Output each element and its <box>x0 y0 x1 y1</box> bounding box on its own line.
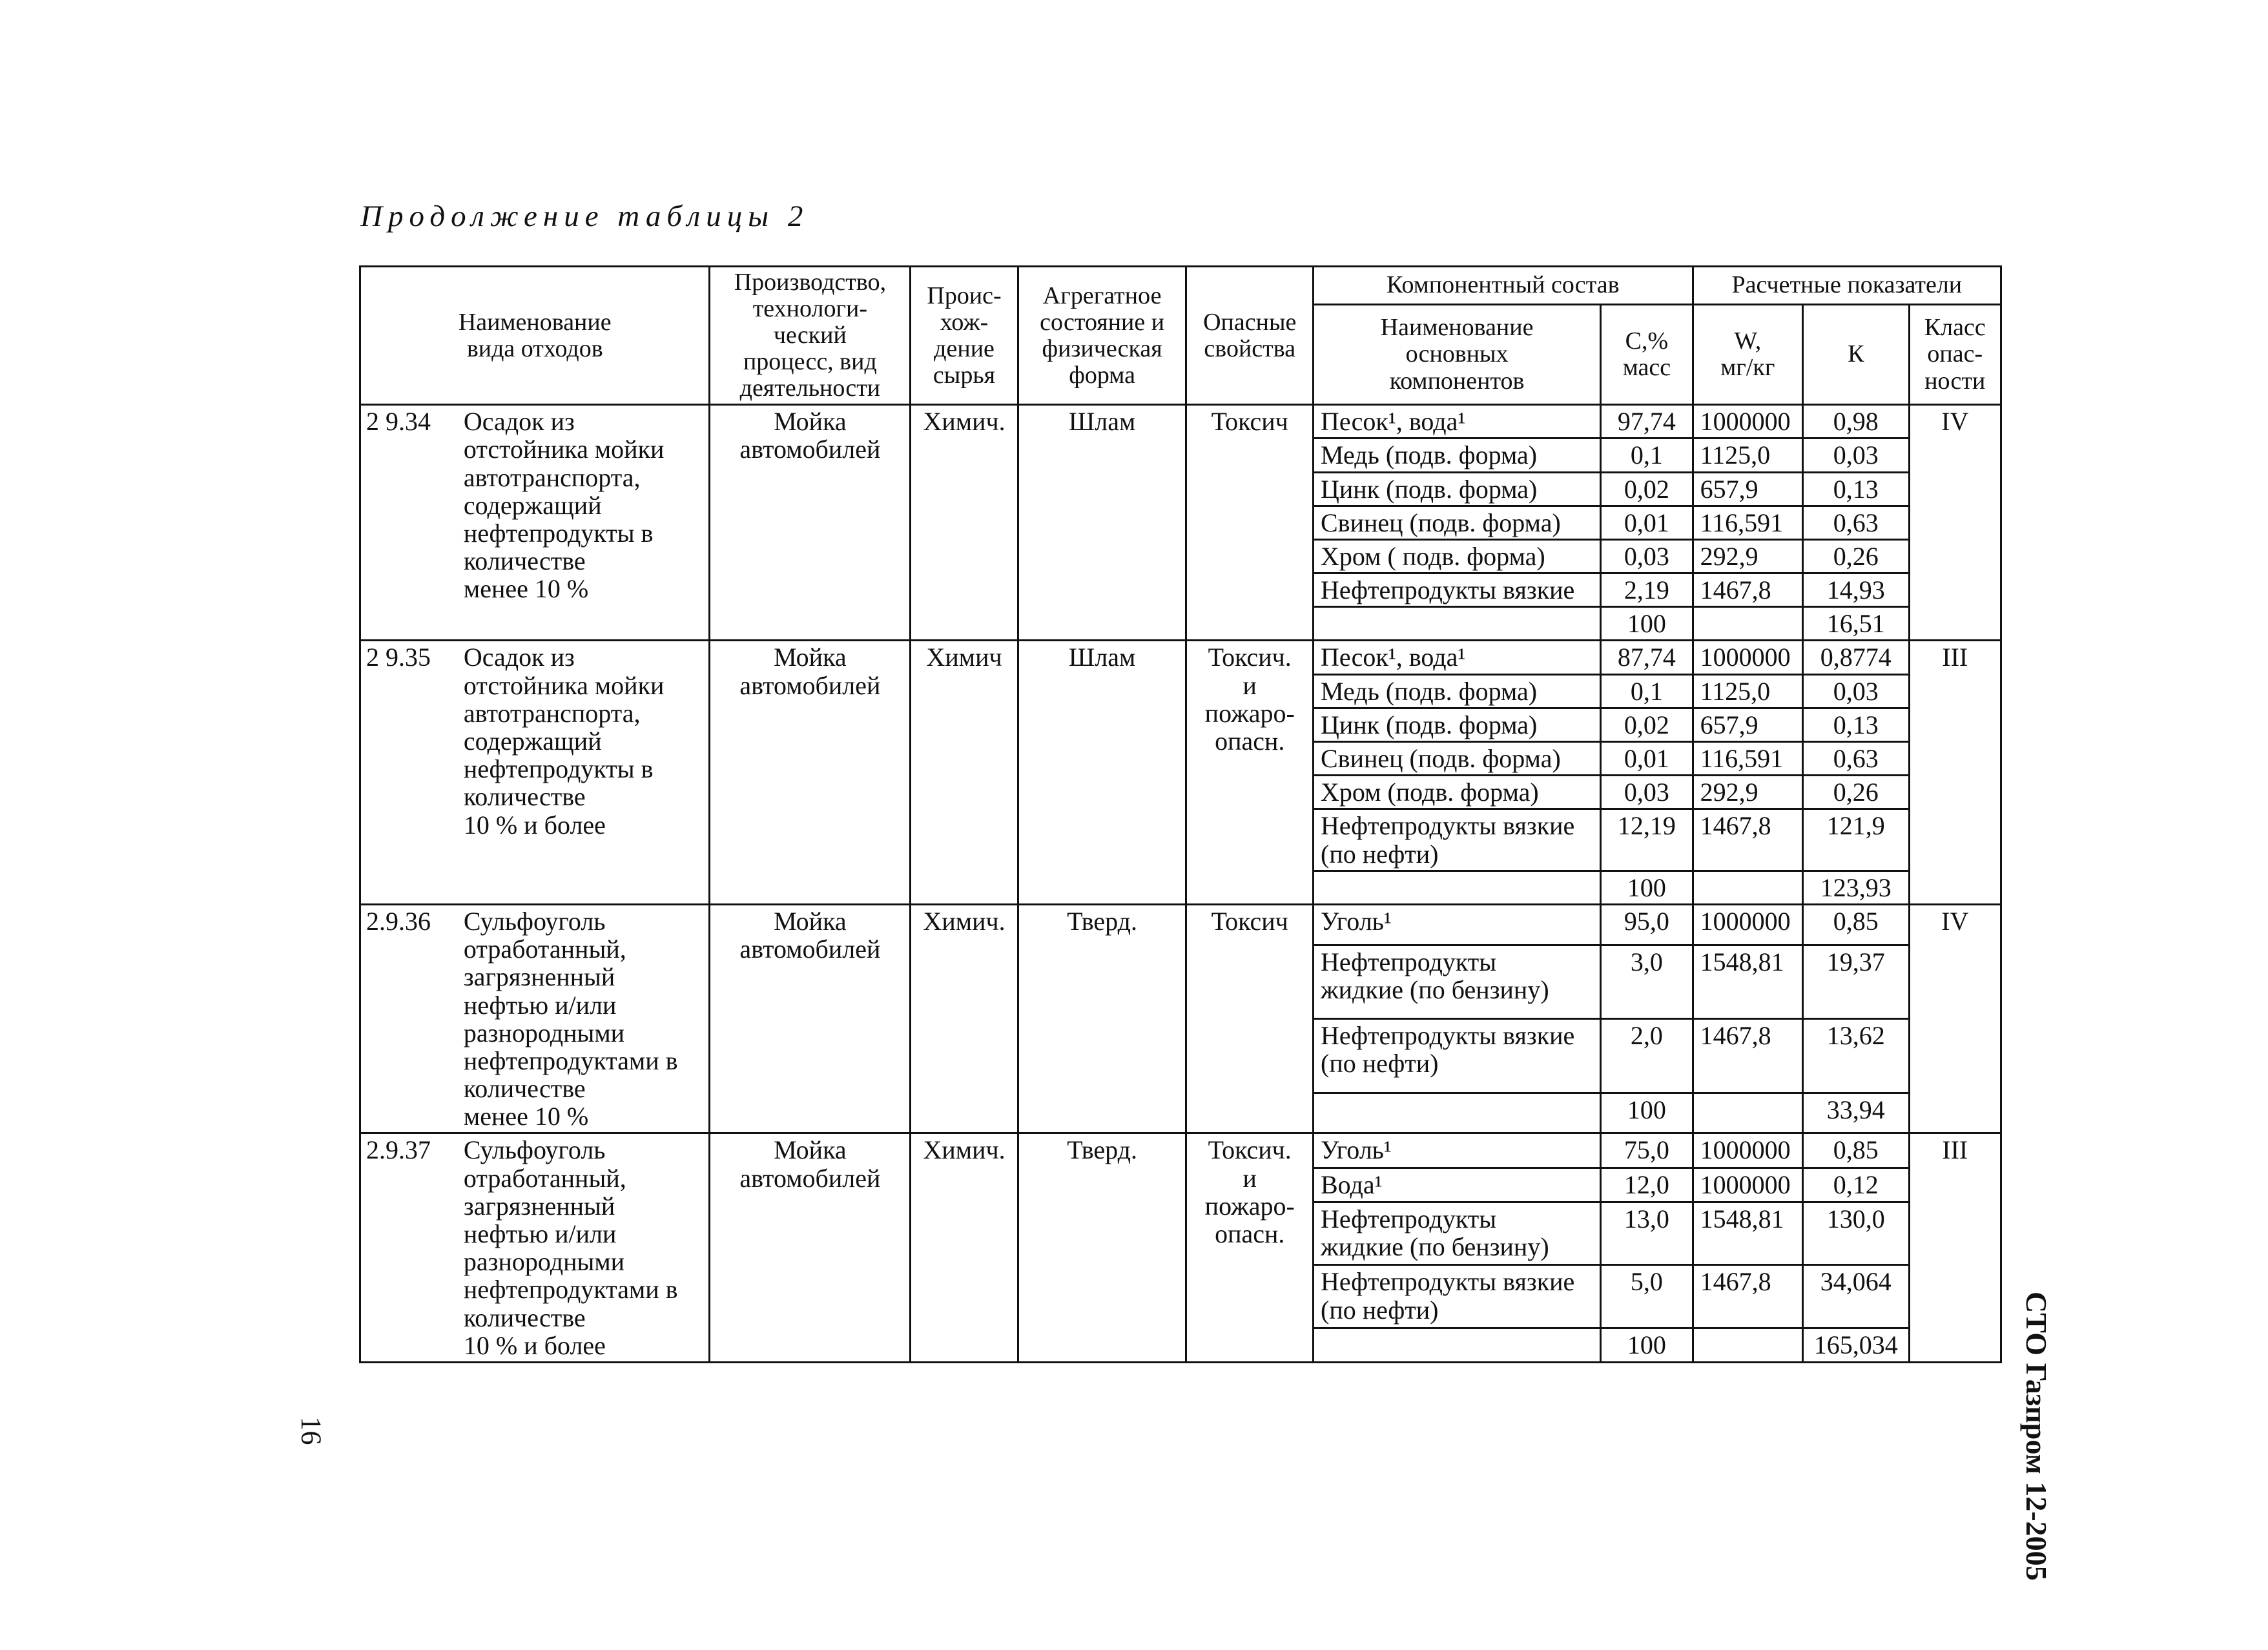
component-c: 13,0 <box>1601 1202 1693 1265</box>
component-name <box>1314 607 1601 641</box>
page-number: 16 <box>295 1416 327 1445</box>
component-c: 100 <box>1601 871 1693 904</box>
component-c: 100 <box>1601 1328 1693 1362</box>
component-k: 0,63 <box>1803 506 1909 539</box>
header-class: Класс опас- ности <box>1909 304 2001 404</box>
waste-state: Шлам <box>1018 641 1186 905</box>
component-k: 19,37 <box>1803 945 1909 1019</box>
header-origin: Проис- хож- дение сырья <box>911 267 1018 405</box>
component-name: Песок¹, вода¹ <box>1314 405 1601 438</box>
waste-hazard: Токсич. и пожаро- опасн. <box>1186 1133 1314 1363</box>
component-name: Свинец (подв. форма) <box>1314 506 1601 539</box>
component-name: Свинец (подв. форма) <box>1314 742 1601 776</box>
component-k: 0,26 <box>1803 776 1909 809</box>
component-w: 1548,81 <box>1693 1202 1802 1265</box>
component-c: 0,01 <box>1601 742 1693 776</box>
component-c: 97,74 <box>1601 405 1693 438</box>
table-row <box>360 1133 2001 1168</box>
component-c: 0,03 <box>1601 776 1693 809</box>
header-state: Агрегатное состояние и физическая форма <box>1018 267 1186 405</box>
waste-process: Мойка автомобилей <box>710 1133 911 1363</box>
component-k: 0,63 <box>1803 742 1909 776</box>
waste-process: Мойка автомобилей <box>710 641 911 905</box>
header-row-1 <box>360 267 2001 305</box>
waste-origin: Химич. <box>911 1133 1018 1363</box>
component-c: 2,19 <box>1601 573 1693 607</box>
component-w: 1000000 <box>1693 1133 1802 1168</box>
component-name: Цинк (подв. форма) <box>1314 708 1601 741</box>
component-c: 0,02 <box>1601 708 1693 741</box>
component-w <box>1693 1093 1802 1133</box>
table-row <box>360 405 2001 438</box>
component-k: 0,8774 <box>1803 641 1909 674</box>
component-name: Нефтепродукты вязкие <box>1314 573 1601 607</box>
header-calc: Расчетные показатели <box>1693 267 2001 305</box>
header-w: W, мг/кг <box>1693 304 1802 404</box>
waste-origin: Химич <box>911 641 1018 905</box>
component-c: 0,1 <box>1601 438 1693 472</box>
component-c: 100 <box>1601 607 1693 641</box>
component-k: 0,26 <box>1803 539 1909 573</box>
table-row <box>360 904 2001 945</box>
waste-state: Шлам <box>1018 405 1186 641</box>
component-name: Нефтепродукты вязкие (по нефти) <box>1314 809 1601 871</box>
table-row <box>360 641 2001 674</box>
hazard-class: IV <box>1909 904 2001 1133</box>
component-w: 1125,0 <box>1693 438 1802 472</box>
component-w: 1000000 <box>1693 405 1802 438</box>
component-k: 121,9 <box>1803 809 1909 871</box>
waste-state: Тверд. <box>1018 1133 1186 1363</box>
hazard-class: III <box>1909 1133 2001 1363</box>
component-k: 0,85 <box>1803 1133 1909 1168</box>
waste-table <box>359 265 2002 1363</box>
component-name: Медь (подв. форма) <box>1314 674 1601 708</box>
header-c-mass: С,% масс <box>1601 304 1693 404</box>
component-w: 657,9 <box>1693 708 1802 741</box>
waste-code: 2.9.36 <box>360 904 457 1133</box>
component-k: 130,0 <box>1803 1202 1909 1265</box>
component-w: 1467,8 <box>1693 573 1802 607</box>
waste-hazard: Токсич. и пожаро- опасн. <box>1186 641 1314 905</box>
component-name: Цинк (подв. форма) <box>1314 472 1601 506</box>
component-name: Медь (подв. форма) <box>1314 438 1601 472</box>
component-name <box>1314 1093 1601 1133</box>
header-composition: Компонентный состав <box>1314 267 1693 305</box>
component-c: 5,0 <box>1601 1265 1693 1328</box>
component-w: 1467,8 <box>1693 1265 1802 1328</box>
component-name: Нефтепродукты жидкие (по бензину) <box>1314 945 1601 1019</box>
component-c: 87,74 <box>1601 641 1693 674</box>
component-name: Песок¹, вода¹ <box>1314 641 1601 674</box>
component-c: 2,0 <box>1601 1019 1693 1093</box>
component-name: Уголь¹ <box>1314 1133 1601 1168</box>
component-w: 1000000 <box>1693 641 1802 674</box>
component-k: 0,85 <box>1803 904 1909 945</box>
component-w: 116,591 <box>1693 742 1802 776</box>
waste-name: Осадок из отстойника мойки автотранспорта, содержащий нефтепродукты в количестве 10 % и более <box>457 641 710 905</box>
waste-process: Мойка автомобилей <box>710 405 911 641</box>
waste-hazard: Токсич <box>1186 904 1314 1133</box>
component-w: 292,9 <box>1693 539 1802 573</box>
component-k: 165,034 <box>1803 1328 1909 1362</box>
component-c: 75,0 <box>1601 1133 1693 1168</box>
component-k: 0,03 <box>1803 674 1909 708</box>
waste-name: Сульфоуголь отработанный, загрязненный нефтью и/или разнородными нефтепродуктами в количестве 10 % и более <box>457 1133 710 1363</box>
component-k: 34,064 <box>1803 1265 1909 1328</box>
waste-origin: Химич. <box>911 904 1018 1133</box>
component-name: Хром ( подв. форма) <box>1314 539 1601 573</box>
header-hazard: Опасные свойства <box>1186 267 1314 405</box>
document-code: СТО Газпром 12-2005 <box>2020 1292 2053 1581</box>
waste-name: Осадок из отстойника мойки автотранспорта, содержащий нефтепродукты в количестве менее 10 % <box>457 405 710 641</box>
component-w: 1125,0 <box>1693 674 1802 708</box>
component-name: Нефтепродукты вязкие (по нефти) <box>1314 1265 1601 1328</box>
waste-code: 2.9.37 <box>360 1133 457 1363</box>
component-w: 1548,81 <box>1693 945 1802 1019</box>
component-w <box>1693 1328 1802 1362</box>
header-k: К <box>1803 304 1909 404</box>
component-name: Вода¹ <box>1314 1168 1601 1202</box>
component-k: 0,03 <box>1803 438 1909 472</box>
component-w: 1000000 <box>1693 904 1802 945</box>
component-w: 1467,8 <box>1693 809 1802 871</box>
component-c: 0,01 <box>1601 506 1693 539</box>
waste-state: Тверд. <box>1018 904 1186 1133</box>
component-k: 33,94 <box>1803 1093 1909 1133</box>
component-k: 123,93 <box>1803 871 1909 904</box>
component-k: 0,13 <box>1803 472 1909 506</box>
component-k: 0,98 <box>1803 405 1909 438</box>
component-k: 13,62 <box>1803 1019 1909 1093</box>
component-name: Хром (подв. форма) <box>1314 776 1601 809</box>
component-name <box>1314 1328 1601 1362</box>
component-k: 14,93 <box>1803 573 1909 607</box>
waste-code: 2 9.35 <box>360 641 457 905</box>
table-caption: Продолжение таблицы 2 <box>360 200 809 233</box>
component-c: 0,03 <box>1601 539 1693 573</box>
hazard-class: IV <box>1909 405 2001 641</box>
component-c: 100 <box>1601 1093 1693 1133</box>
header-process: Производство, технологи- ческий процесс, вид деятельности <box>710 267 911 405</box>
component-w: 1000000 <box>1693 1168 1802 1202</box>
header-component-name: Наименование основных компонентов <box>1314 304 1601 404</box>
waste-origin: Химич. <box>911 405 1018 641</box>
component-w <box>1693 871 1802 904</box>
component-c: 3,0 <box>1601 945 1693 1019</box>
waste-hazard: Токсич <box>1186 405 1314 641</box>
component-w <box>1693 607 1802 641</box>
component-c: 12,19 <box>1601 809 1693 871</box>
component-w: 292,9 <box>1693 776 1802 809</box>
component-k: 0,13 <box>1803 708 1909 741</box>
hazard-class: III <box>1909 641 2001 905</box>
component-w: 657,9 <box>1693 472 1802 506</box>
component-w: 1467,8 <box>1693 1019 1802 1093</box>
component-name: Уголь¹ <box>1314 904 1601 945</box>
component-name: Нефтепродукты вязкие (по нефти) <box>1314 1019 1601 1093</box>
component-name: Нефтепродукты жидкие (по бензину) <box>1314 1202 1601 1265</box>
waste-code: 2 9.34 <box>360 405 457 641</box>
component-c: 12,0 <box>1601 1168 1693 1202</box>
component-w: 116,591 <box>1693 506 1802 539</box>
header-waste-name: Наименование вида отходов <box>360 267 710 405</box>
component-c: 0,1 <box>1601 674 1693 708</box>
component-name <box>1314 871 1601 904</box>
component-c: 95,0 <box>1601 904 1693 945</box>
component-c: 0,02 <box>1601 472 1693 506</box>
component-k: 16,51 <box>1803 607 1909 641</box>
waste-name: Сульфоуголь отработанный, загрязненный нефтью и/или разнородными нефтепродуктами в количестве менее 10 % <box>457 904 710 1133</box>
waste-process: Мойка автомобилей <box>710 904 911 1133</box>
component-k: 0,12 <box>1803 1168 1909 1202</box>
